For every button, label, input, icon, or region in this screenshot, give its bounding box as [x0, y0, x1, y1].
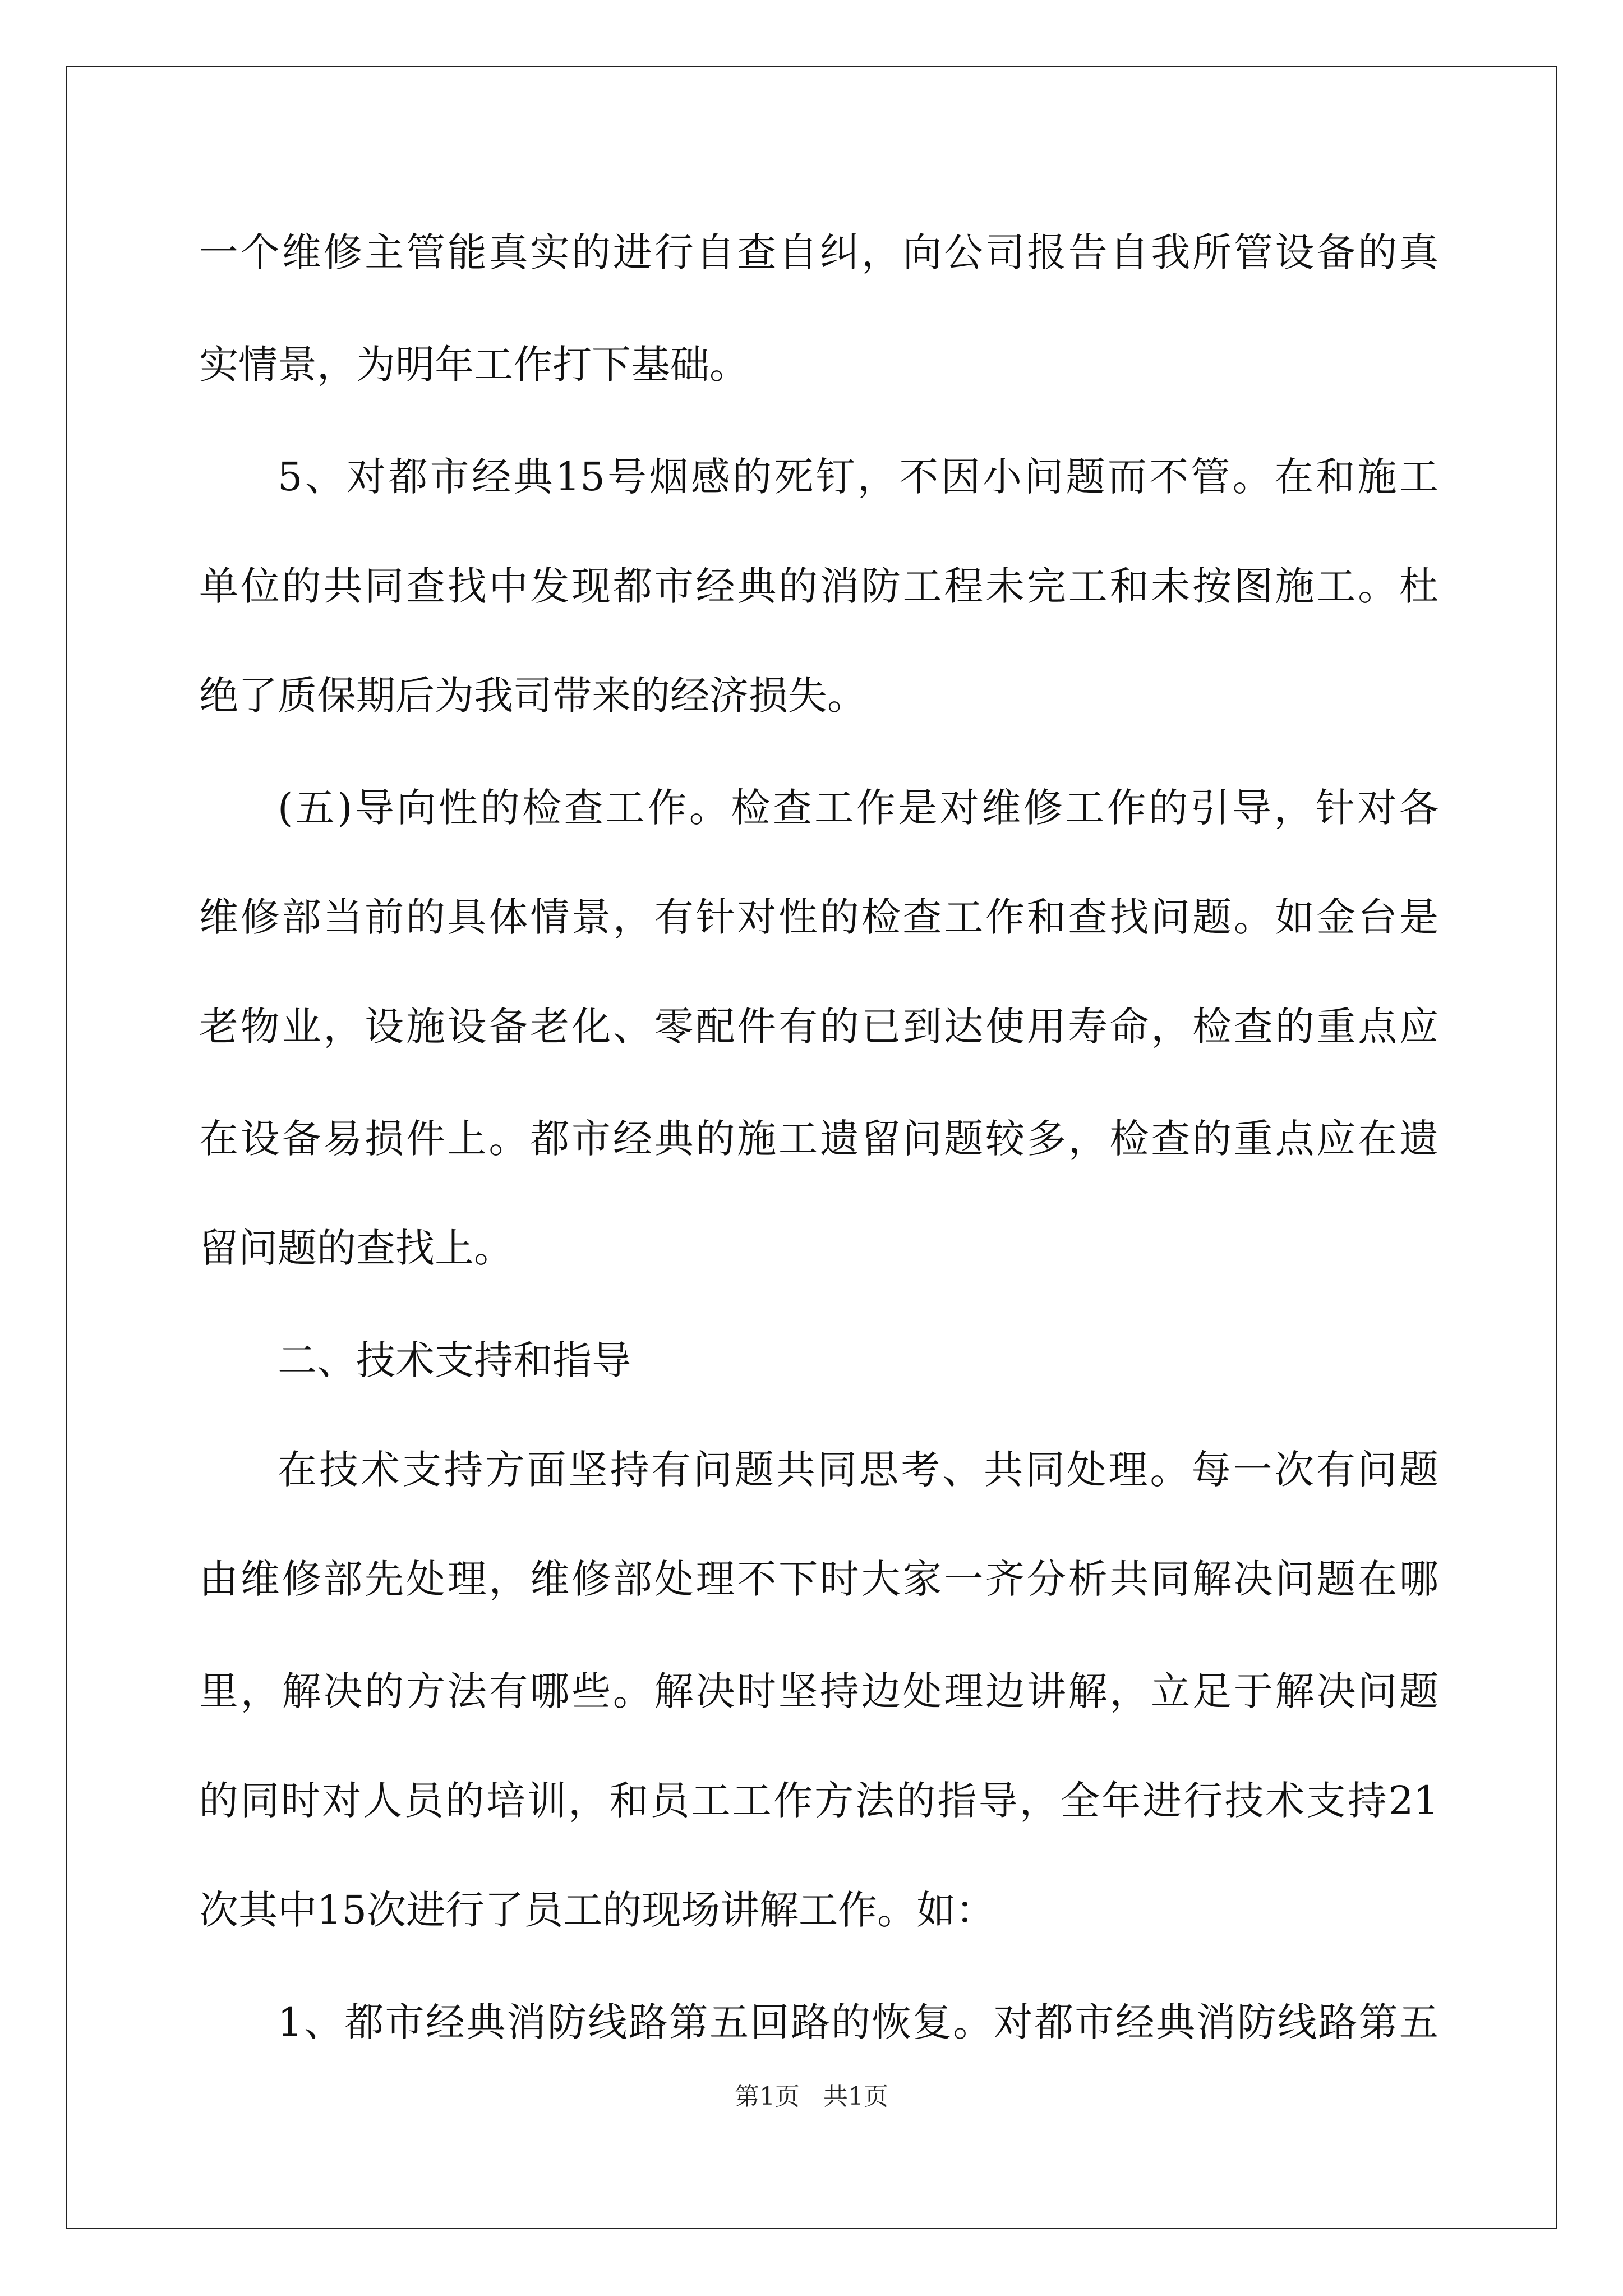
- text-line: 在技术支持方面坚持有问题共同思考、共同处理。每一次有问题: [278, 1447, 1438, 1493]
- text-line: 一个维修主管能真实的进行自查自纠，向公司报告自我所管设备的真: [199, 229, 1438, 275]
- text-line: (五)导向性的检查工作。检查工作是对维修工作的引导，针对各: [278, 785, 1438, 831]
- text-line: 由维修部先处理，维修部处理不下时大家一齐分析共同解决问题在哪: [199, 1556, 1438, 1602]
- page-footer: [0, 2080, 1623, 2114]
- text-line: 实情景，为明年工作打下基础。: [199, 342, 749, 388]
- text-line: 留问题的查找上。: [199, 1225, 513, 1271]
- text-line: 次其中15次进行了员工的现场讲解工作。如：: [199, 1887, 995, 1933]
- text-line: 5、对都市经典15号烟感的死钉，不因小问题而不管。在和施工: [278, 454, 1438, 500]
- page-number: 第1页 共1页: [735, 2082, 888, 2111]
- text-line: 1、都市经典消防线路第五回路的恢复。对都市经典消防线路第五: [278, 1999, 1438, 2045]
- text-line: 老物业，设施设备老化、零配件有的已到达使用寿命，检查的重点应: [199, 1004, 1438, 1050]
- section-heading: 二、技术支持和指导: [278, 1337, 631, 1383]
- text-line: 单位的共同查找中发现都市经典的消防工程未完工和未按图施工。杜: [199, 563, 1438, 609]
- text-line: 里，解决的方法有哪些。解决时坚持边处理边讲解，立足于解决问题: [199, 1668, 1438, 1714]
- text-line: 的同时对人员的培训，和员工工作方法的指导，全年进行技术支持21: [199, 1778, 1438, 1824]
- text-line: 绝了质保期后为我司带来的经济损失。: [199, 673, 866, 719]
- text-line: 维修部当前的具体情景，有针对性的检查工作和查找问题。如金台是: [199, 894, 1438, 940]
- text-line: 在设备易损件上。都市经典的施工遗留问题较多，检查的重点应在遗: [199, 1116, 1438, 1162]
